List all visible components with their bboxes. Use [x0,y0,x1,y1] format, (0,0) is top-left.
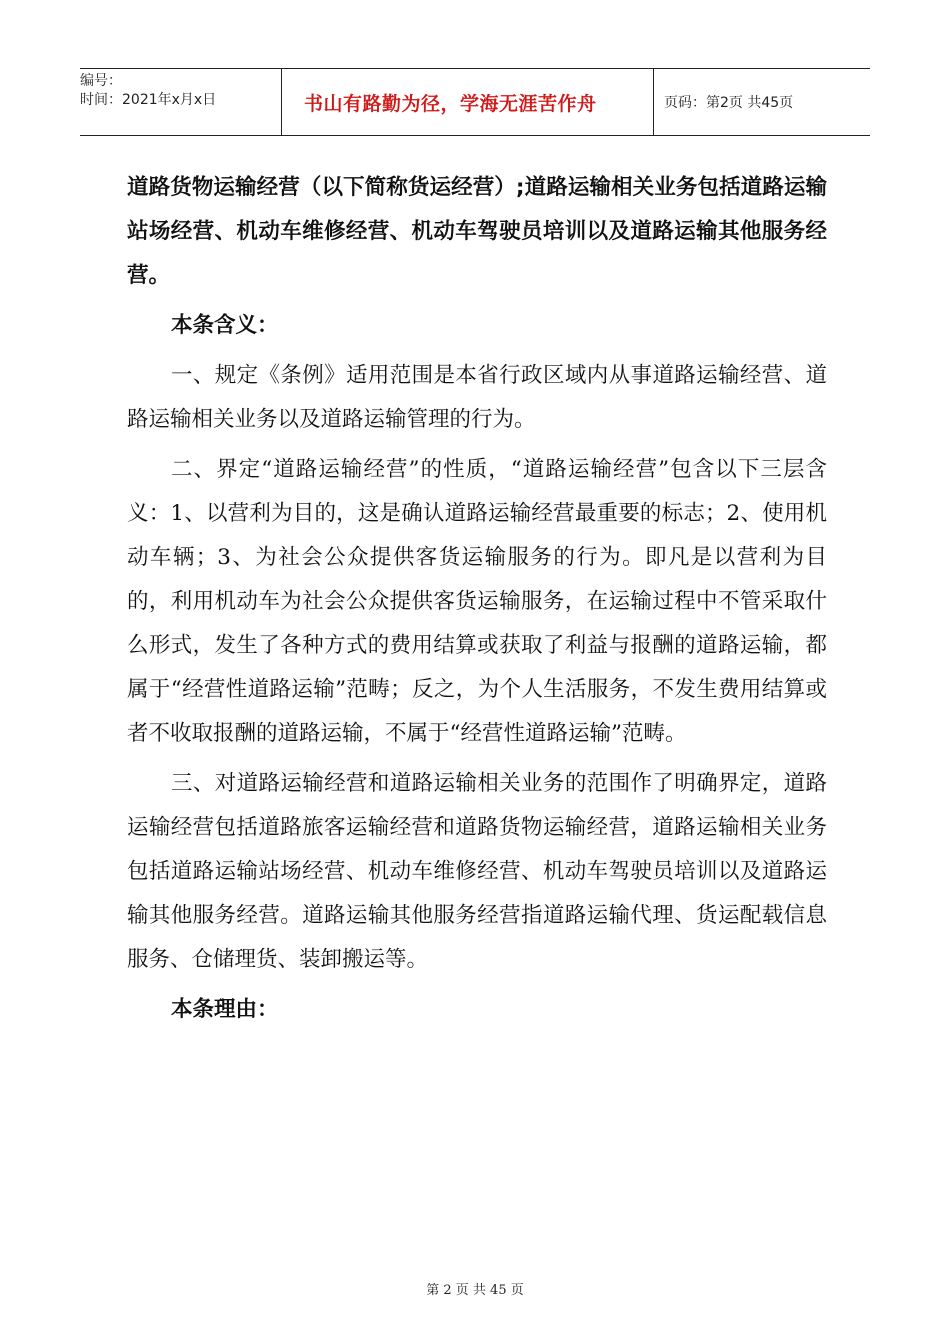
paragraph-scope: 一、规定《条例》适用范围是本省行政区域内从事道路运输经营、道路运输相关业务以及道路运输管理的行为。 [127,363,827,432]
document-time-label: 时间：2021年x月x日 [80,92,217,108]
document-body [127,166,827,1038]
page-header [80,68,870,136]
page-footer: 第 2 页 共 45 页 [426,1283,524,1298]
header-meta [80,69,282,135]
paragraph-range: 三、对道路运输经营和道路运输相关业务的范围作了明确界定，道路运输经营包括道路旅客运输经营和道路货物运输经营，道路运输相关业务包括道路运输站场经营、机动车维修经营、机动车驾驶员培训以及道路运输其他服务经营。道路运输其他服务经营指道路运输代理、货运配载信息服务、仓储理货、装卸搬运等。 [127,771,827,972]
header-motto: 书山有路勤为径，学海无涯苦作舟 [282,69,654,135]
paragraph-definition: 二、界定“道路运输经营”的性质，“道路运输经营”包含以下三层含义：1、以营利为目的，这是确认道路运输经营最重要的标志；2、使用机动车辆；3、为社会公众提供客货运输服务的行为。即凡是以营利为目的，利用机动车为社会公众提供客货运输服务，在运输过程中不管采取什么形式，发生了各种方式的费用结算或获取了利益与报酬的道路运输，都属于“经营性道路运输”范畴；反之，为个人生活服务，不发生费用结算或者不收取报酬的道路运输，不属于“经营性道路运输”范畴。 [127,457,827,746]
paragraph-continuation: 道路货物运输经营（以下简称货运经营）;道路运输相关业务包括道路运输站场经营、机动车维修经营、机动车驾驶员培训以及道路运输其他服务经营。 [127,175,827,288]
document-number-label: 编号： [80,73,122,89]
header-page-info: 页码：第2页 共45页 [664,95,794,111]
section-heading-meaning: 本条含义： [171,313,279,338]
section-heading-reason: 本条理由： [171,997,279,1022]
